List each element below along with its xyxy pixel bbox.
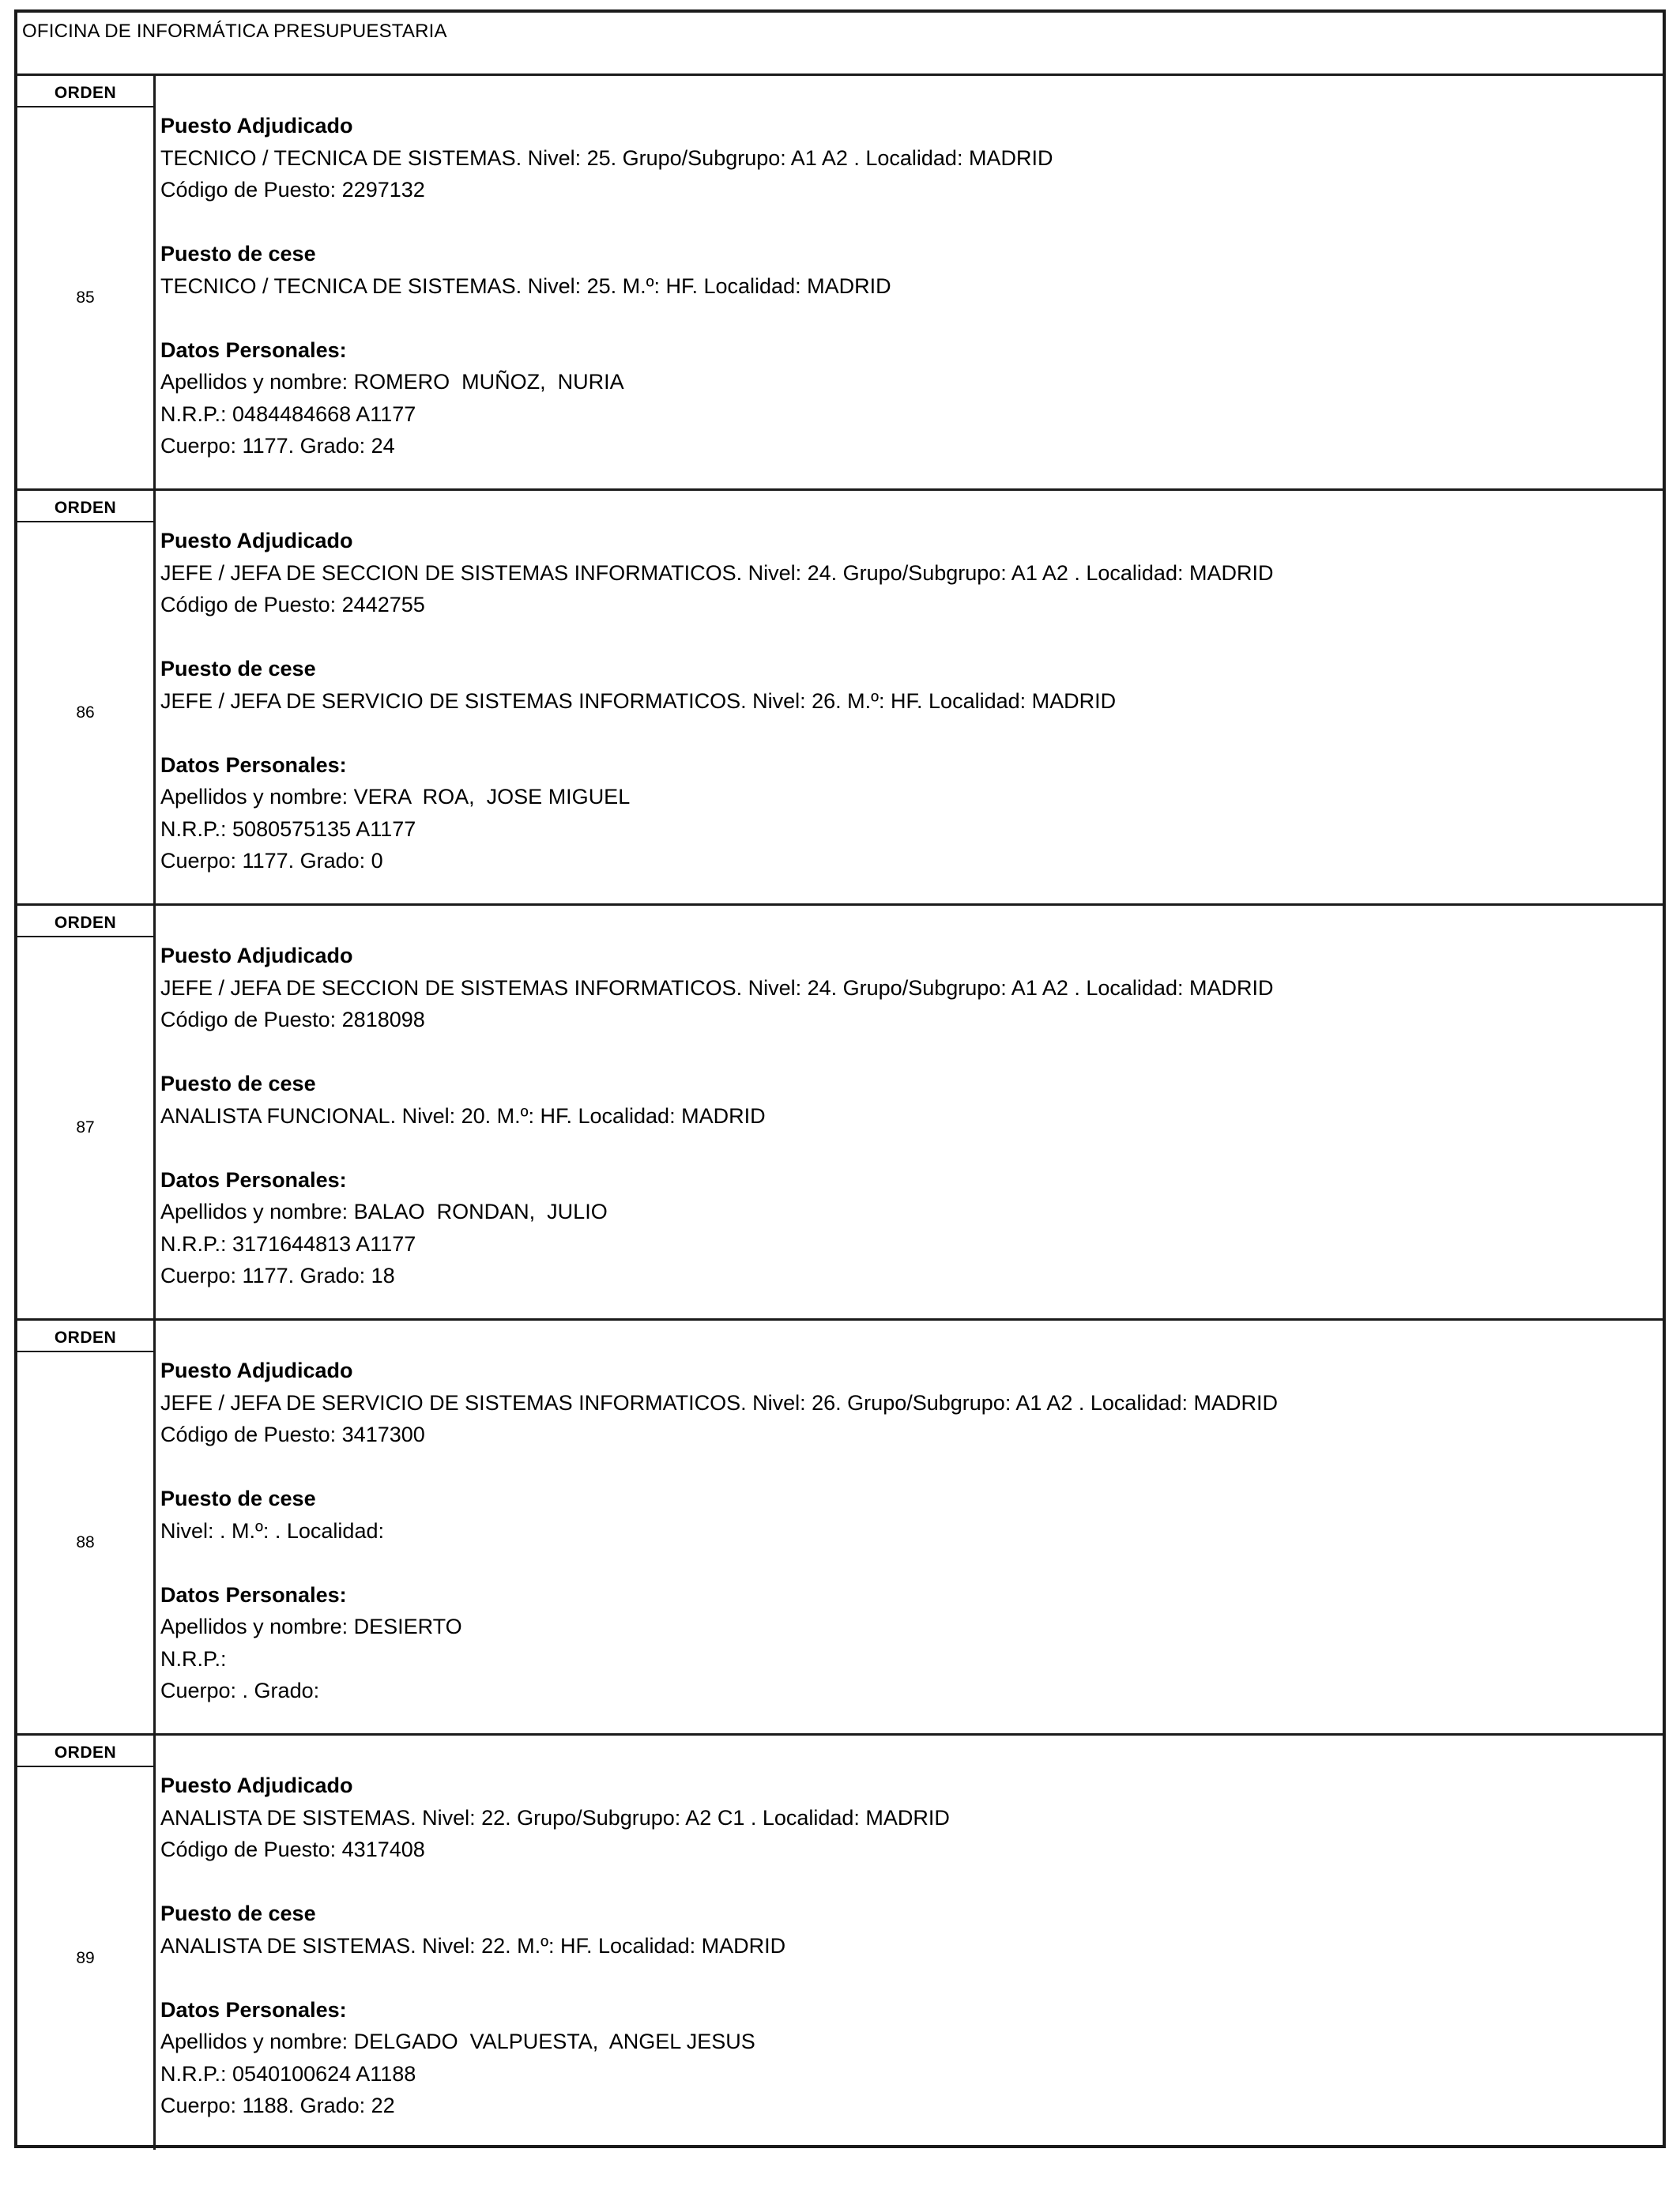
orden-number: 87 bbox=[76, 1118, 95, 1137]
codigo-puesto: Código de Puesto: 2297132 bbox=[160, 178, 425, 202]
cuerpo-grado: Cuerpo: . Grado: bbox=[160, 1679, 320, 1702]
spacer bbox=[160, 1866, 1663, 1898]
office-title: OFICINA DE INFORMÁTICA PRESUPUESTARIA bbox=[22, 21, 447, 42]
orden-label: ORDEN bbox=[17, 1321, 153, 1352]
cuerpo-grado: Cuerpo: 1188. Grado: 22 bbox=[160, 2094, 395, 2117]
record-content bbox=[156, 1736, 1663, 2150]
orden-number: 89 bbox=[76, 1949, 95, 1967]
orden-column bbox=[17, 906, 156, 1318]
spacer bbox=[160, 1451, 1663, 1483]
apellidos-nombre: Apellidos y nombre: DESIERTO bbox=[160, 1615, 462, 1638]
cese-heading: Puesto de cese bbox=[160, 242, 316, 266]
orden-column bbox=[17, 76, 156, 488]
cuerpo-grado: Cuerpo: 1177. Grado: 24 bbox=[160, 434, 395, 458]
orden-label: ORDEN bbox=[17, 906, 153, 937]
spacer bbox=[160, 1547, 1663, 1579]
personales-heading: Datos Personales: bbox=[160, 1582, 347, 1607]
spacer bbox=[160, 1132, 1663, 1164]
codigo-puesto: Código de Puesto: 2442755 bbox=[160, 593, 425, 616]
cese-text: TECNICO / TECNICA DE SISTEMAS. Nivel: 25. M.º: HF. Localidad: MADRID bbox=[160, 273, 891, 298]
orden-column bbox=[17, 1736, 156, 2150]
record-85 bbox=[17, 76, 1663, 491]
record-content bbox=[156, 1321, 1663, 1733]
adjudicado-text: JEFE / JEFA DE SECCION DE SISTEMAS INFORMATICOS. Nivel: 24. Grupo/Subgrupo: A1 A2 . Localidad: MADRID bbox=[160, 975, 1274, 1000]
nrp: N.R.P.: 3171644813 A1177 bbox=[160, 1231, 416, 1256]
record-86 bbox=[17, 491, 1663, 906]
nrp: N.R.P.: 0484484668 A1177 bbox=[160, 401, 416, 426]
orden-number: 88 bbox=[76, 1533, 95, 1551]
record-content bbox=[156, 906, 1663, 1318]
spacer bbox=[160, 717, 1663, 749]
codigo-puesto: Código de Puesto: 4317408 bbox=[160, 1838, 425, 1861]
codigo-puesto: Código de Puesto: 2818098 bbox=[160, 1008, 425, 1031]
personales-heading: Datos Personales: bbox=[160, 1167, 347, 1192]
orden-label: ORDEN bbox=[17, 76, 153, 107]
adjudicado-heading: Puesto Adjudicado bbox=[160, 1359, 353, 1382]
apellidos-nombre: Apellidos y nombre: ROMERO MUÑOZ, NURIA bbox=[160, 370, 624, 394]
record-88 bbox=[17, 1321, 1663, 1736]
spacer bbox=[160, 1962, 1663, 1994]
adjudicado-text: JEFE / JEFA DE SERVICIO DE SISTEMAS INFORMATICOS. Nivel: 26. Grupo/Subgrupo: A1 A2 . Localidad: MADRID bbox=[160, 1390, 1278, 1415]
nrp: N.R.P.: 0540100624 A1188 bbox=[160, 2061, 416, 2086]
cese-heading: Puesto de cese bbox=[160, 1487, 316, 1510]
apellidos-nombre: Apellidos y nombre: BALAO RONDAN, JULIO bbox=[160, 1200, 608, 1223]
cese-heading: Puesto de cese bbox=[160, 1072, 316, 1095]
orden-label: ORDEN bbox=[17, 491, 153, 522]
codigo-puesto: Código de Puesto: 3417300 bbox=[160, 1423, 425, 1446]
record-content bbox=[156, 76, 1663, 488]
record-89 bbox=[17, 1736, 1663, 2150]
orden-label: ORDEN bbox=[17, 1736, 153, 1767]
cese-text: Nivel: . M.º: . Localidad: bbox=[160, 1518, 384, 1543]
cese-text: ANALISTA DE SISTEMAS. Nivel: 22. M.º: HF. Localidad: MADRID bbox=[160, 1933, 786, 1958]
office-header bbox=[17, 13, 1663, 76]
cese-heading: Puesto de cese bbox=[160, 657, 316, 680]
orden-number: 85 bbox=[76, 288, 95, 307]
personales-heading: Datos Personales: bbox=[160, 752, 347, 777]
adjudicado-heading: Puesto Adjudicado bbox=[160, 1774, 353, 1797]
adjudicado-text: TECNICO / TECNICA DE SISTEMAS. Nivel: 25. Grupo/Subgrupo: A1 A2 . Localidad: MADRID bbox=[160, 145, 1053, 170]
adjudicado-text: ANALISTA DE SISTEMAS. Nivel: 22. Grupo/Subgrupo: A2 C1 . Localidad: MADRID bbox=[160, 1805, 950, 1830]
cese-text: JEFE / JEFA DE SERVICIO DE SISTEMAS INFORMATICOS. Nivel: 26. M.º: HF. Localidad: MADRID bbox=[160, 688, 1117, 713]
cuerpo-grado: Cuerpo: 1177. Grado: 18 bbox=[160, 1264, 395, 1287]
personales-heading: Datos Personales: bbox=[160, 1997, 347, 2022]
adjudicado-heading: Puesto Adjudicado bbox=[160, 114, 353, 138]
apellidos-nombre: Apellidos y nombre: DELGADO VALPUESTA, ANGEL JESUS bbox=[160, 2030, 755, 2053]
adjudicado-heading: Puesto Adjudicado bbox=[160, 944, 353, 967]
nrp: N.R.P.: bbox=[160, 1646, 227, 1671]
record-87 bbox=[17, 906, 1663, 1321]
spacer bbox=[160, 621, 1663, 654]
adjudicado-text: JEFE / JEFA DE SECCION DE SISTEMAS INFORMATICOS. Nivel: 24. Grupo/Subgrupo: A1 A2 . Localidad: MADRID bbox=[160, 560, 1274, 585]
orden-column bbox=[17, 1321, 156, 1733]
record-content bbox=[156, 491, 1663, 903]
spacer bbox=[160, 206, 1663, 239]
nrp: N.R.P.: 5080575135 A1177 bbox=[160, 816, 416, 841]
personales-heading: Datos Personales: bbox=[160, 337, 347, 362]
records-list bbox=[17, 76, 1663, 2150]
resolution-document bbox=[14, 9, 1666, 2148]
cese-heading: Puesto de cese bbox=[160, 1902, 316, 1925]
apellidos-nombre: Apellidos y nombre: VERA ROA, JOSE MIGUEL bbox=[160, 785, 631, 809]
cese-text: ANALISTA FUNCIONAL. Nivel: 20. M.º: HF. Localidad: MADRID bbox=[160, 1103, 766, 1128]
spacer bbox=[160, 302, 1663, 334]
orden-column bbox=[17, 491, 156, 903]
cuerpo-grado: Cuerpo: 1177. Grado: 0 bbox=[160, 849, 383, 873]
orden-number: 86 bbox=[76, 703, 95, 722]
adjudicado-heading: Puesto Adjudicado bbox=[160, 529, 353, 552]
spacer bbox=[160, 1036, 1663, 1069]
